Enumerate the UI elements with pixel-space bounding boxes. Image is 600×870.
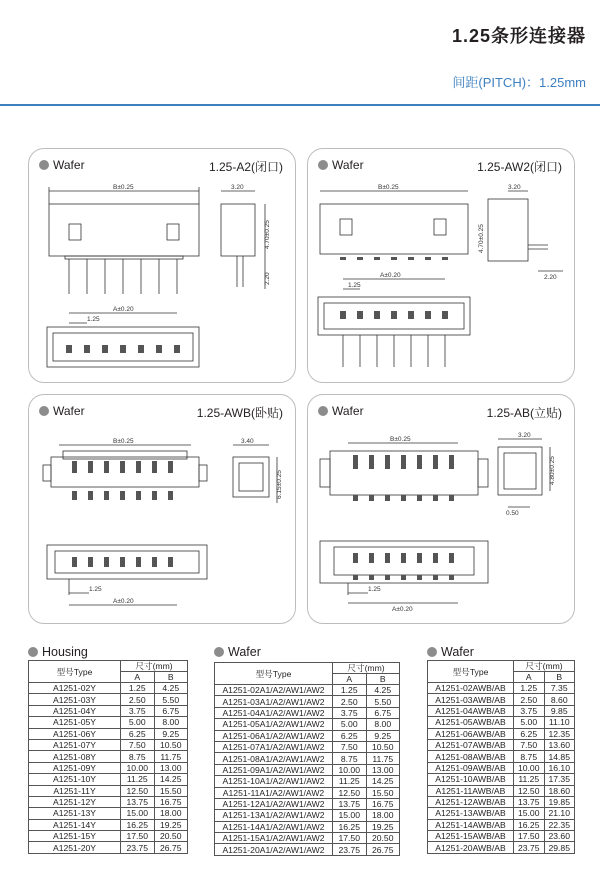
cell-a: 11.25 (121, 774, 155, 785)
dim-depth: 3.20 (508, 184, 521, 191)
dim-foot: 0.50 (506, 510, 519, 517)
cell-a: 2.50 (121, 694, 155, 705)
housing-table (28, 660, 188, 854)
table-row (428, 808, 575, 819)
cell-b: 5.50 (366, 696, 400, 707)
cell-a: 13.75 (333, 798, 367, 809)
cell-type: A1251-12Y (29, 796, 121, 807)
cell-b: 13.00 (366, 764, 400, 775)
cell-b: 11.10 (544, 717, 575, 728)
panel-ab-title: Wafer (318, 404, 364, 418)
col-b: B (366, 674, 400, 685)
cell-a: 11.25 (514, 774, 545, 785)
col-type: 型号Type (29, 661, 121, 683)
cell-type: A1251-09Y (29, 762, 121, 773)
table-row (29, 796, 188, 807)
cell-type: A1251-06AWB/AB (428, 728, 514, 739)
cell-a: 11.25 (333, 776, 367, 787)
table-row (215, 833, 400, 844)
wafer-table (214, 662, 400, 856)
cell-a: 5.00 (121, 717, 155, 728)
cell-a: 23.75 (514, 842, 545, 853)
bullet-icon (318, 406, 328, 416)
table-row (428, 751, 575, 762)
dim-b: B±0.25 (113, 184, 134, 191)
cell-type: A1251-02Y (29, 683, 121, 694)
cell-type: A1251-05AWB/AB (428, 717, 514, 728)
drawing-ab (308, 395, 576, 625)
panel-ab-code: 1.25-AB(立贴) (486, 406, 562, 420)
table-row (215, 844, 400, 855)
cell-b: 22.35 (544, 819, 575, 830)
table-row (215, 764, 400, 775)
cell-type: A1251-11AWB/AB (428, 785, 514, 796)
table-row (29, 739, 188, 750)
cell-type: A1251-15Y (29, 831, 121, 842)
cell-type: A1251-06A1/A2/AW1/AW2 (215, 730, 333, 741)
col-type: 型号Type (215, 663, 333, 685)
cell-a: 6.25 (514, 728, 545, 739)
cell-type: A1251-10AWB/AB (428, 774, 514, 785)
drawing-aw2 (308, 149, 576, 384)
cell-a: 12.50 (514, 785, 545, 796)
dim-pitch: 1.25 (348, 282, 361, 289)
cell-type: A1251-14Y (29, 819, 121, 830)
table-row (29, 717, 188, 728)
dim-a: A±0.20 (113, 306, 134, 313)
table-row (29, 705, 188, 716)
panel-awb-title: Wafer (39, 404, 85, 418)
cell-type: A1251-06Y (29, 728, 121, 739)
bullet-icon (39, 406, 49, 416)
page-title: 1.25条形连接器 (451, 26, 586, 46)
dim-height: 4.70±0.25 (478, 224, 485, 253)
dim-a: A±0.20 (392, 606, 413, 613)
cell-b: 8.00 (366, 719, 400, 730)
panel-a2 (28, 148, 296, 383)
housing-table-title: Housing (28, 645, 88, 659)
table-row (215, 730, 400, 741)
cell-b: 5.50 (154, 694, 188, 705)
cell-b: 9.25 (154, 728, 188, 739)
table-row (215, 798, 400, 809)
bullet-icon (427, 647, 437, 657)
cell-b: 29.85 (544, 842, 575, 853)
panel-awb-code: 1.25-AWB(卧贴) (196, 406, 283, 420)
cell-b: 15.50 (154, 785, 188, 796)
cell-b: 20.50 (366, 833, 400, 844)
cell-type: A1251-08A1/A2/AW1/AW2 (215, 753, 333, 764)
cell-b: 16.75 (366, 798, 400, 809)
cell-a: 2.50 (514, 694, 545, 705)
cell-b: 16.75 (154, 796, 188, 807)
panel-a2-title: Wafer (39, 158, 85, 172)
cell-a: 17.50 (514, 831, 545, 842)
dim-height: 4.80±0.25 (549, 456, 556, 485)
pitch-subtitle: 间距(PITCH)：1.25mm (452, 75, 586, 90)
cell-a: 10.00 (121, 762, 155, 773)
table-row (29, 842, 188, 853)
dim-b: B±0.25 (113, 438, 134, 445)
dim-pitch: 1.25 (89, 586, 102, 593)
table-row (29, 751, 188, 762)
drawing-a2 (29, 149, 297, 384)
col-a: A (333, 674, 367, 685)
cell-b: 4.25 (366, 685, 400, 696)
cell-a: 16.25 (333, 821, 367, 832)
table-row (428, 831, 575, 842)
cell-a: 17.50 (121, 831, 155, 842)
col-size: 尺寸(mm) (514, 661, 575, 672)
table-row (428, 796, 575, 807)
cell-b: 8.00 (154, 717, 188, 728)
cell-a: 10.00 (333, 764, 367, 775)
cell-type: A1251-09A1/A2/AW1/AW2 (215, 764, 333, 775)
cell-type: A1251-10Y (29, 774, 121, 785)
cell-type: A1251-07Y (29, 739, 121, 750)
cell-b: 4.25 (154, 683, 188, 694)
table-row (428, 819, 575, 830)
dim-depth: 3.40 (241, 438, 254, 445)
cell-b: 11.75 (154, 751, 188, 762)
table-row (215, 707, 400, 718)
cell-a: 7.50 (333, 741, 367, 752)
cell-a: 13.75 (121, 796, 155, 807)
cell-a: 1.25 (514, 683, 545, 694)
cell-a: 7.50 (514, 739, 545, 750)
wafer-smt-table-title: Wafer (427, 645, 474, 659)
cell-type: A1251-08Y (29, 751, 121, 762)
table-row (428, 717, 575, 728)
cell-b: 26.75 (366, 844, 400, 855)
panel-a2-code: 1.25-A2(闭口) (208, 160, 283, 174)
dim-height: 4.70±0.25 (264, 220, 271, 249)
cell-b: 14.85 (544, 751, 575, 762)
col-a: A (121, 672, 155, 683)
table-row (215, 753, 400, 764)
cell-a: 13.75 (514, 796, 545, 807)
cell-b: 6.75 (154, 705, 188, 716)
cell-a: 1.25 (121, 683, 155, 694)
cell-b: 13.00 (154, 762, 188, 773)
panel-aw2-title: Wafer (318, 158, 364, 172)
cell-b: 19.25 (154, 819, 188, 830)
cell-b: 21.10 (544, 808, 575, 819)
cell-b: 18.60 (544, 785, 575, 796)
cell-a: 8.75 (333, 753, 367, 764)
dim-b: B±0.25 (390, 436, 411, 443)
cell-a: 6.25 (333, 730, 367, 741)
col-a: A (514, 672, 545, 683)
table-row (29, 831, 188, 842)
dim-depth: 3.20 (231, 184, 244, 191)
cell-type: A1251-07A1/A2/AW1/AW2 (215, 741, 333, 752)
table-row (29, 808, 188, 819)
table-row (29, 819, 188, 830)
cell-type: A1251-12AWB/AB (428, 796, 514, 807)
dim-pin: 2.20 (264, 272, 271, 285)
cell-type: A1251-08AWB/AB (428, 751, 514, 762)
cell-a: 15.00 (514, 808, 545, 819)
panel-awb (28, 394, 296, 624)
bullet-icon (214, 647, 224, 657)
cell-a: 16.25 (121, 819, 155, 830)
table-row (428, 762, 575, 773)
cell-a: 12.50 (333, 787, 367, 798)
cell-a: 10.00 (514, 762, 545, 773)
cell-type: A1251-13AWB/AB (428, 808, 514, 819)
cell-type: A1251-15AWB/AB (428, 831, 514, 842)
cell-type: A1251-03Y (29, 694, 121, 705)
cell-b: 15.50 (366, 787, 400, 798)
cell-a: 23.75 (333, 844, 367, 855)
cell-type: A1251-10A1/A2/AW1/AW2 (215, 776, 333, 787)
table-row (215, 685, 400, 696)
cell-type: A1251-03A1/A2/AW1/AW2 (215, 696, 333, 707)
cell-type: A1251-15A1/A2/AW1/AW2 (215, 833, 333, 844)
table-row (215, 741, 400, 752)
dim-b: B±0.25 (378, 184, 399, 191)
cell-a: 3.75 (514, 705, 545, 716)
col-b: B (154, 672, 188, 683)
table-row (215, 810, 400, 821)
cell-b: 18.00 (366, 810, 400, 821)
table-row (428, 739, 575, 750)
cell-a: 15.00 (121, 808, 155, 819)
cell-a: 5.00 (333, 719, 367, 730)
cell-type: A1251-05A1/A2/AW1/AW2 (215, 719, 333, 730)
cell-type: A1251-14AWB/AB (428, 819, 514, 830)
drawing-awb (29, 395, 297, 625)
cell-type: A1251-11A1/A2/AW1/AW2 (215, 787, 333, 798)
table-row (428, 705, 575, 716)
cell-type: A1251-20Y (29, 842, 121, 853)
cell-type: A1251-05Y (29, 717, 121, 728)
col-type: 型号Type (428, 661, 514, 683)
table-row (428, 694, 575, 705)
cell-type: A1251-12A1/A2/AW1/AW2 (215, 798, 333, 809)
cell-a: 6.25 (121, 728, 155, 739)
table-row (29, 774, 188, 785)
dim-pin: 2.20 (544, 274, 557, 281)
table-row (29, 694, 188, 705)
dim-depth: 3.20 (518, 432, 531, 439)
cell-b: 12.35 (544, 728, 575, 739)
cell-b: 6.75 (366, 707, 400, 718)
table-row (29, 762, 188, 773)
cell-a: 3.75 (333, 707, 367, 718)
bullet-icon (318, 160, 328, 170)
cell-a: 16.25 (514, 819, 545, 830)
cell-type: A1251-09AWB/AB (428, 762, 514, 773)
cell-a: 23.75 (121, 842, 155, 853)
table-row (428, 774, 575, 785)
dim-pitch: 1.25 (368, 586, 381, 593)
cell-b: 14.25 (154, 774, 188, 785)
cell-type: A1251-04AWB/AB (428, 705, 514, 716)
panel-aw2-code: 1.25-AW2(闭口) (477, 160, 562, 174)
bullet-icon (28, 647, 38, 657)
cell-b: 9.85 (544, 705, 575, 716)
panel-ab (307, 394, 575, 624)
table-row (29, 785, 188, 796)
cell-b: 8.60 (544, 694, 575, 705)
cell-b: 17.35 (544, 774, 575, 785)
dim-pitch: 1.25 (87, 316, 100, 323)
cell-b: 19.85 (544, 796, 575, 807)
table-row (215, 696, 400, 707)
cell-a: 12.50 (121, 785, 155, 796)
panel-aw2 (307, 148, 575, 383)
cell-b: 7.35 (544, 683, 575, 694)
cell-b: 20.50 (154, 831, 188, 842)
cell-type: A1251-13A1/A2/AW1/AW2 (215, 810, 333, 821)
table-row (215, 719, 400, 730)
table-row (215, 821, 400, 832)
dim-a: A±0.20 (113, 598, 134, 605)
table-row (29, 728, 188, 739)
dim-height: 6.15±0.25 (276, 470, 283, 499)
bullet-icon (39, 160, 49, 170)
cell-b: 14.25 (366, 776, 400, 787)
table-row (428, 785, 575, 796)
table-row (215, 776, 400, 787)
cell-b: 26.75 (154, 842, 188, 853)
cell-b: 10.50 (154, 739, 188, 750)
cell-b: 10.50 (366, 741, 400, 752)
cell-type: A1251-20A1/A2/AW1/AW2 (215, 844, 333, 855)
col-size: 尺寸(mm) (333, 663, 400, 674)
cell-type: A1251-02A1/A2/AW1/AW2 (215, 685, 333, 696)
table-row (428, 728, 575, 739)
cell-type: A1251-04Y (29, 705, 121, 716)
cell-b: 23.60 (544, 831, 575, 842)
cell-a: 8.75 (514, 751, 545, 762)
cell-type: A1251-14A1/A2/AW1/AW2 (215, 821, 333, 832)
cell-b: 13.60 (544, 739, 575, 750)
cell-a: 5.00 (514, 717, 545, 728)
cell-type: A1251-03AWB/AB (428, 694, 514, 705)
table-row (29, 683, 188, 694)
table-row (428, 683, 575, 694)
cell-b: 18.00 (154, 808, 188, 819)
cell-a: 3.75 (121, 705, 155, 716)
cell-b: 16.10 (544, 762, 575, 773)
col-b: B (544, 672, 575, 683)
header-divider (0, 104, 600, 106)
dim-a: A±0.20 (380, 272, 401, 279)
cell-type: A1251-20AWB/AB (428, 842, 514, 853)
cell-b: 11.75 (366, 753, 400, 764)
cell-a: 2.50 (333, 696, 367, 707)
cell-a: 15.00 (333, 810, 367, 821)
table-row (215, 787, 400, 798)
cell-a: 8.75 (121, 751, 155, 762)
cell-a: 17.50 (333, 833, 367, 844)
cell-b: 9.25 (366, 730, 400, 741)
cell-type: A1251-11Y (29, 785, 121, 796)
cell-a: 7.50 (121, 739, 155, 750)
wafer-smt-table (427, 660, 575, 854)
table-row (428, 842, 575, 853)
cell-a: 1.25 (333, 685, 367, 696)
cell-type: A1251-02AWB/AB (428, 683, 514, 694)
cell-type: A1251-04A1/A2/AW1/AW2 (215, 707, 333, 718)
wafer-table-title: Wafer (214, 645, 261, 659)
cell-type: A1251-13Y (29, 808, 121, 819)
cell-b: 19.25 (366, 821, 400, 832)
col-size: 尺寸(mm) (121, 661, 188, 672)
cell-type: A1251-07AWB/AB (428, 739, 514, 750)
